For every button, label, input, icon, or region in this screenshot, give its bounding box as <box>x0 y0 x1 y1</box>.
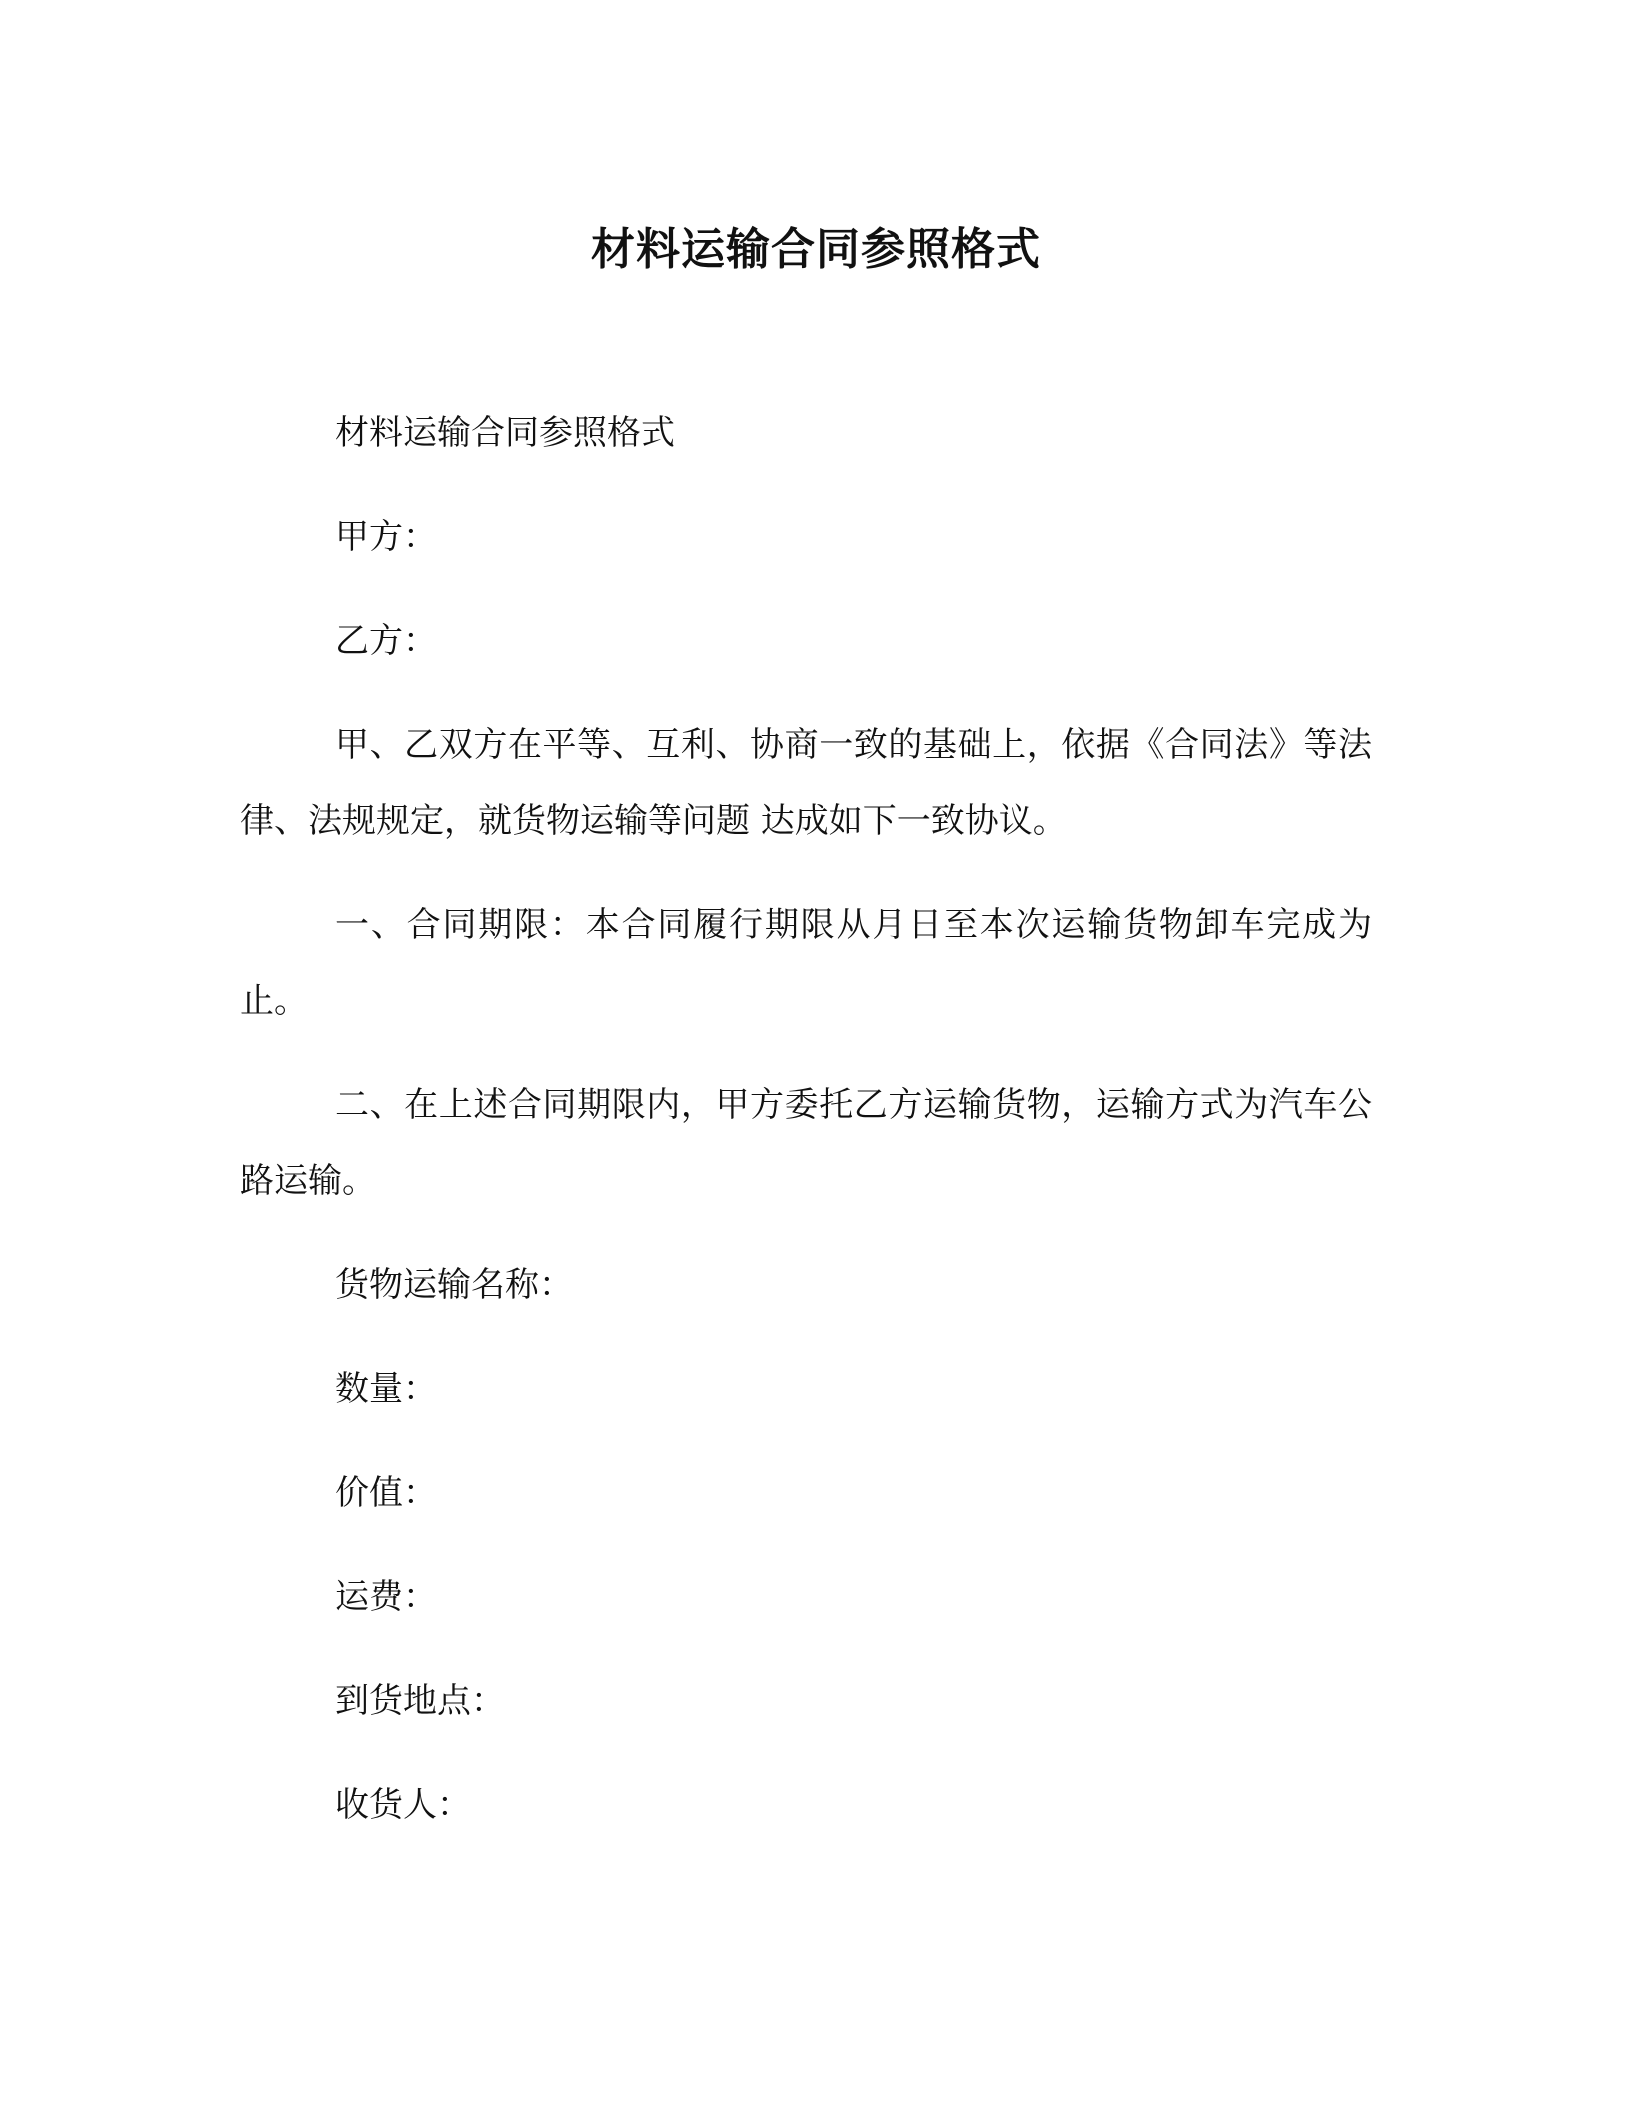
paragraph-party-a: 甲方： <box>335 517 437 557</box>
paragraph-freight: 运费： <box>335 1577 437 1617</box>
paragraph-consignee: 收货人： <box>335 1785 471 1825</box>
paragraph-value: 价值： <box>335 1473 437 1513</box>
paragraph-subtitle: 材料运输合同参照格式 <box>335 413 675 453</box>
paragraph-contract-term: 一、合同期限：本合同履行期限从月日至本次运输货物卸车完成为止。 <box>240 905 1372 1021</box>
document-body <box>240 395 1372 1871</box>
document-title: 材料运输合同参照格式 <box>591 224 1041 275</box>
paragraph-transport-method: 二、在上述合同期限内，甲方委托乙方运输货物，运输方式为汽车公路运输。 <box>240 1085 1372 1201</box>
paragraph-goods-name: 货物运输名称： <box>335 1265 573 1305</box>
paragraph-quantity: 数量： <box>335 1369 437 1409</box>
paragraph-agreement-basis: 甲、乙双方在平等、互利、协商一致的基础上，依据《合同法》等法律、法规规定，就货物运输等问题 达成如下一致协议。 <box>240 725 1372 841</box>
paragraph-party-b: 乙方： <box>335 621 437 661</box>
paragraph-destination: 到货地点： <box>335 1681 505 1721</box>
